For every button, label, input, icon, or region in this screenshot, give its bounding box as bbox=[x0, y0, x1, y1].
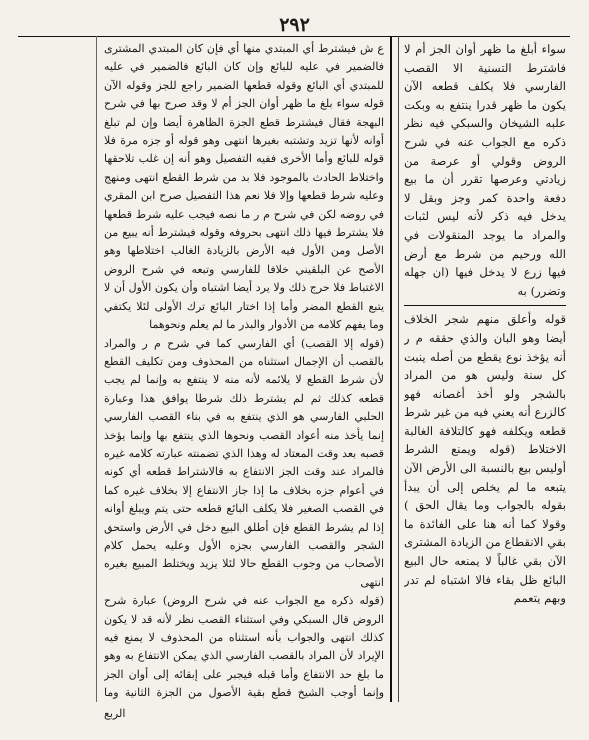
column-divider bbox=[390, 36, 392, 702]
margin-separator bbox=[404, 305, 566, 306]
main-commentary-column bbox=[104, 40, 384, 702]
main-paragraph-1: ع ش فيشترط أي المبتدي منها أي فإن كان المبتدي المشترى فالضمير في عليه للبائع وإن كان البائع فالضمير في عليه للمبتدي أي البائع وقوله قطعها الضمير راجع للجز وقوله الآن قوله سواء بلغ ما ظهر أوان الجز أم لا وقد صرح بها في شرح البهجة فقال فيشترط قطع الجزة الظاهرة أيضا وإن لم تبلغ أوانه لأنها تزيد وتشتبه بغيرها انتهى وهو قوله أو جزه مرة فلا قوله للبائع وأما الأخرى ففيه التفصيل وهو أنه إن غلب تلاحقها واختلاط الحادث بالموجود فلا بد من شرط القطع انتهى ومنهج وعليه شرط قطعها وإلا فلا نعم هذا التفصيل صرح ابن المقري في روضه لكن في شرح م ر ما نصه فيجب عليه شرط قطعها فلا يشترط فيها ذلك انتهى بحروفه وقوله فيشترط أنه يبيع من الأصل ومن الأول فيه الأرض بالزيادة الغالب اختلاطها وهو الأصح عن البلقيني خلافا للفارسي وتبعه في شرح الروض الاغتباط فلا حرج ذلك ولا يرد أيضا اشتباه وأن يكون الأول أن لا يتبع القطع المضر وأما إذا اختار البائع ترك الأولى لئلا يكتفي وما يفهم كلامه من الأدوار والبذر ما لم يعلم ونحوهما bbox=[104, 42, 384, 332]
margin-paragraph-2: قوله وأعلق منهم شجر الخلاف أيضا وهو البان والذي حققه م ر أنه يؤخذ نوع يقطع من أصله ينبت كل سنة وليس هو من المراد بالشجر ولو أخذ أغصانه فهو كالزرع أنه يعني فيه من غير شرط قطعه ويكلفه فهو كالتلافة الغالبة الاختلاط (قوله ويمنع الشرط أوليس بيع بالنسبة الى الأرض الآن يتبعه ما لم يخلص إلى أن يبدأ بقوله بالجواب وما يقال الحق ) وقولا كما أنه هنا على الفائدة ما بقي الانقطاع من الزيادة المشترى الآن بقي غالباً لا يمنعه حال البيع البائع ظل بقاء فالا اشتباه لم تدر وبهم يتعمم bbox=[404, 312, 566, 606]
page-number: ٢٩٢ bbox=[279, 14, 310, 36]
main-paragraph-2: (قوله إلا القصب) أي الفارسي كما في شرح م ر والمراد بالقصب أن الإجمال استثناه من المحذوف ومن تكليف القطع لأن شرط القطع لا يلائمه لأنه منه لا ينتفع به وإنما لم يجب قطعه كذلك ثم لم يشترط ذلك شرطا يوافق هذا وعبارة الحلبي الفارسي هو الذي ينتفع به في بناء القصب الفارسي إنما يأخذ منه أعواد القصب ونحوها الذي ينتفع بها وإنما يؤخذ قصبه بعد وقت المعتاد له وهذا الذي تضمنته عبارته كلامه غيره فالمراد عند وقت الجز الانتفاع به فالاشتراط قطعه أي كونه في أعوام جزه بخلاف ما إذا جاز الانتفاع إلا بخلاف غيره كما في القصب الصغير فلا يكلف البائع قطعه حتى يتم ويبلغ أوانه إذا لم يشرط القطع فإن أطلق البيع دخل في الأرض واستحق الشجر والقصب الفارسي بجزه الأول وعليه يحمل كلام الأصحاب من وجوب القطع حالا لئلا يزيد ويختلط المبيع بغيره انتهى bbox=[104, 336, 384, 589]
left-rule bbox=[96, 36, 97, 702]
inner-rule bbox=[398, 36, 399, 702]
margin-commentary-column bbox=[404, 40, 566, 702]
catchword: الربع bbox=[104, 707, 126, 720]
margin-paragraph-1: سواء أبلغ ما ظهر أوان الجز أم لا فاشترط التسنية الا القصب الفارسي فلا يكلف قطعه الآن يكون ما ظهر قدرا ينتفع به وبكت علبه الشيخان والسبكي فيه نظر ذكره مع الجواب عنه في شرح الروض وقولي أو عرصة من زيادتي وعرصها تقرر أن ما بيع دفعة واحدة كمر وجز وبقل لا يدخل فيه ذكر لأنه ليس لثبات والمراد ما يوجد المنقولات في الله ورحيم من شرط مع أرض فيها زرع لا يدخل فيها (ان جهله وتضرر) به bbox=[404, 42, 566, 298]
main-paragraph-3: (قوله ذكره مع الجواب عنه في شرح الروض) عبارة شرح الروض قال السبكي وفي استثناء القصب نظر لأنه قد لا يكون كذلك انتهى والجواب بأنه استثناه من المحذوف لا يمنع فيه الإيراد لأن المراد بالقصب الفارسي الذي يمكن الانتفاع به وهو ما بلغ حد الانتفاع وأما قبله فيجبر على إبقائه إلى أوان الجز وإنما أوجب الشيخ قطع بقية الأصول من الجزة الثانية وما bbox=[104, 594, 384, 700]
